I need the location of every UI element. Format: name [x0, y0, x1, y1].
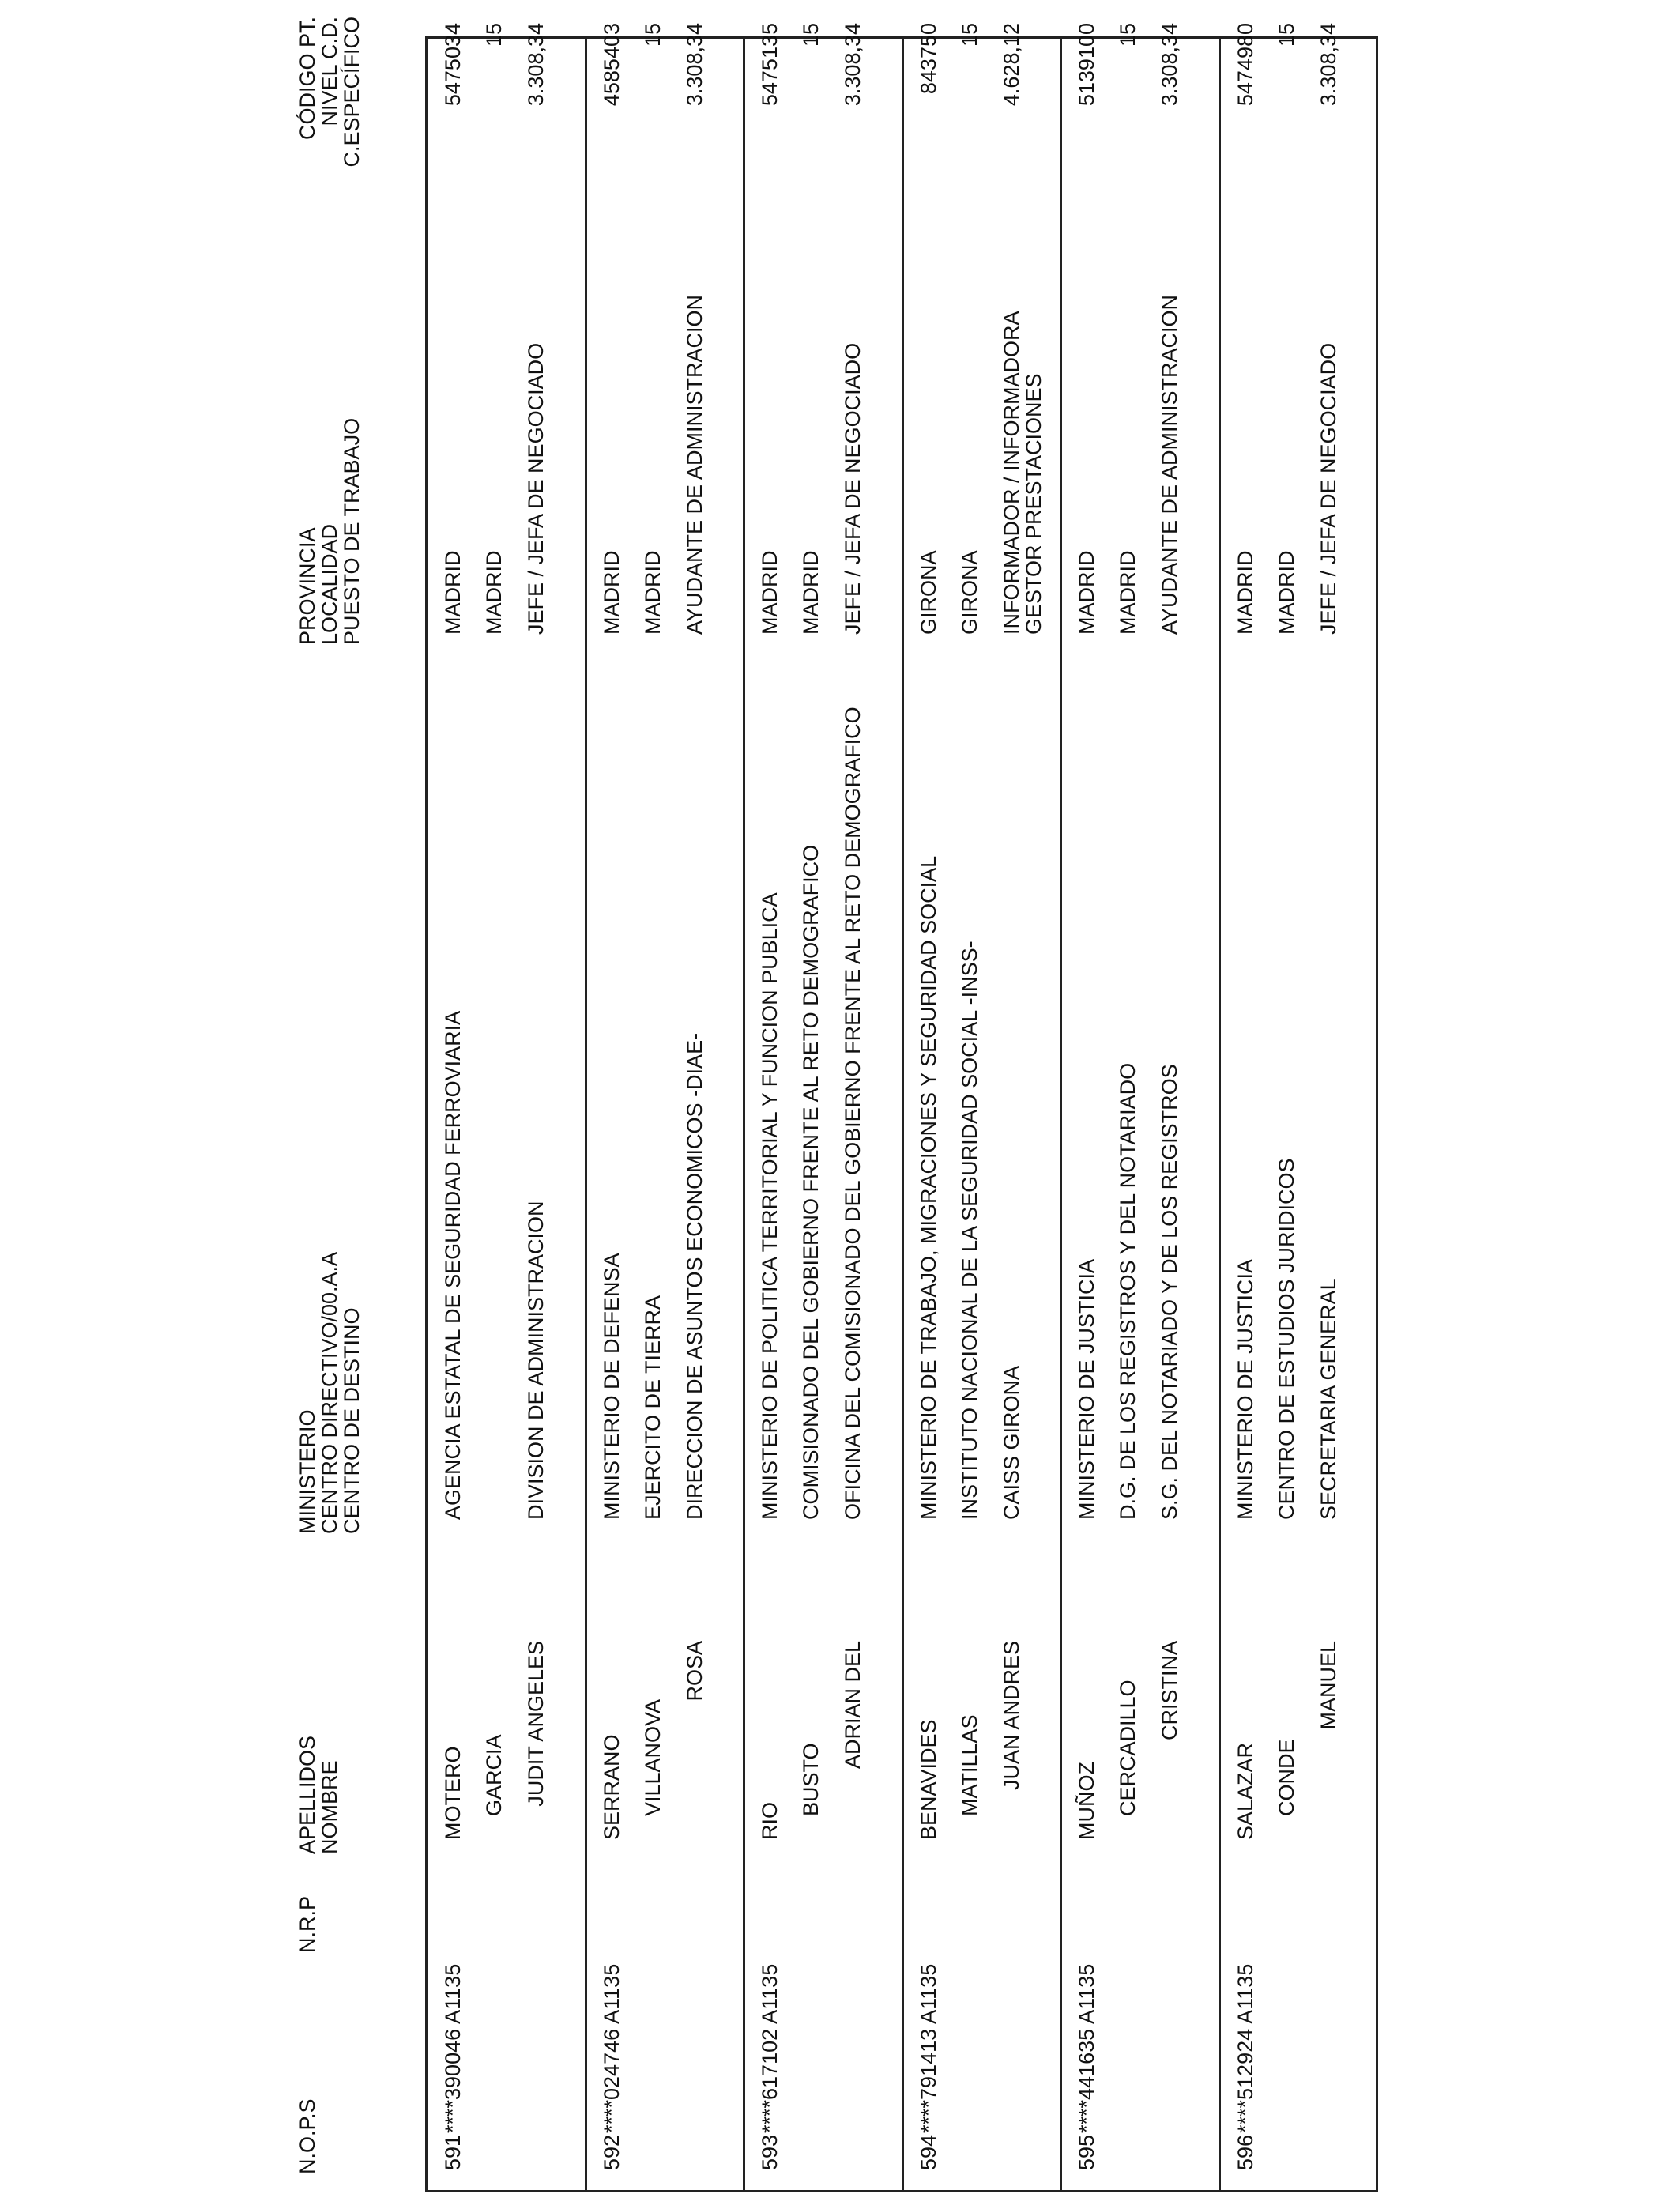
row-divider: [585, 39, 587, 2190]
centro-destino-cell: DIVISION DE ADMINISTRACION: [524, 1201, 548, 1520]
provincia-cell: MADRID: [600, 550, 623, 635]
provincia-cell: GIRONA: [917, 550, 940, 635]
c-especifico-cell: 3.308,34: [1158, 23, 1181, 107]
provincia-cell: MADRID: [758, 550, 782, 635]
nops-cell: 591: [441, 2134, 465, 2170]
apellido2-cell: GARCIA: [482, 1734, 506, 1816]
header-codigo: CÓDIGO PT. NIVEL C.D. C.ESPECÍFICO: [296, 17, 363, 168]
localidad-cell: MADRID: [1116, 550, 1139, 635]
c-especifico-cell: 3.308,34: [524, 23, 548, 107]
centro-directivo-cell: D.G. DE LOS REGISTROS Y DEL NOTARIADO: [1116, 1062, 1139, 1520]
nivel-cd-cell: 15: [482, 23, 506, 47]
nombre-cell: JUAN ANDRES: [1000, 1641, 1023, 1791]
apellido2-cell: VILLANOVA: [641, 1698, 665, 1816]
localidad-cell: MADRID: [799, 550, 823, 635]
header-provincia: PROVINCIA LOCALIDAD PUESTO DE TRABAJO: [296, 417, 363, 645]
apellido1-cell: RIO: [758, 1801, 782, 1840]
row-divider: [1060, 39, 1062, 2190]
apellido2-cell: CONDE: [1275, 1739, 1298, 1816]
apellido2-cell: MATILLAS: [958, 1714, 981, 1816]
header-apellidos-nombre: APELLIDOS NOMBRE: [296, 1735, 341, 1854]
apellido1-cell: MUÑOZ: [1075, 1762, 1098, 1840]
localidad-cell: MADRID: [482, 550, 506, 635]
nombre-cell: MANUEL: [1317, 1641, 1340, 1730]
nrp-cell: ****791413 A1135: [917, 1963, 940, 2133]
table-row: [1061, 23, 1220, 2190]
nrp-cell: ****024746 A1135: [600, 1963, 623, 2133]
nrp-cell: ****617102 A1135: [758, 1963, 782, 2133]
table-row: [586, 23, 745, 2190]
nrp-cell: ****512924 A1135: [1234, 1963, 1257, 2133]
apellido2-cell: CERCADILLO: [1116, 1679, 1139, 1816]
nops-cell: 596: [1234, 2134, 1257, 2170]
ministerio-cell: MINISTERIO DE JUSTICIA: [1234, 1258, 1257, 1520]
centro-directivo-cell: COMISIONADO DEL GOBIERNO FRENTE AL RETO DEMOGRAFICO: [799, 844, 823, 1520]
apellido1-cell: MOTERO: [441, 1746, 465, 1840]
nops-cell: 593: [758, 2134, 782, 2170]
ministerio-cell: MINISTERIO DE JUSTICIA: [1075, 1258, 1098, 1520]
puesto-cell: AYUDANTE DE ADMINISTRACION: [683, 294, 706, 635]
nops-cell: 592: [600, 2134, 623, 2170]
nivel-cd-cell: 15: [1275, 23, 1298, 47]
nivel-cd-cell: 15: [958, 23, 981, 47]
apellido1-cell: BENAVIDES: [917, 1719, 940, 1840]
codigo-pt-cell: 5139100: [1075, 23, 1098, 107]
c-especifico-cell: 4.628,12: [1000, 23, 1023, 107]
apellido1-cell: SERRANO: [600, 1734, 623, 1840]
centro-directivo-cell: CENTRO DE ESTUDIOS JURIDICOS: [1275, 1158, 1298, 1520]
puesto-cell: JEFE / JEFA DE NEGOCIADO: [524, 342, 548, 635]
puesto-cell: INFORMADOR / INFORMADORA GESTOR PRESTACIONES: [1000, 311, 1045, 635]
codigo-pt-cell: 5474980: [1234, 23, 1257, 107]
centro-directivo-cell: EJERCITO DE TIERRA: [641, 1295, 665, 1520]
header-ministerio: MINISTERIO CENTRO DIRECTIVO/00.A.A CENTRO DE DESTINO: [296, 1251, 363, 1534]
nombre-cell: CRISTINA: [1158, 1641, 1181, 1741]
nrp-cell: ****441635 A1135: [1075, 1963, 1098, 2133]
nombre-cell: JUDIT ANGELES: [524, 1641, 548, 1807]
table-row: [903, 23, 1062, 2190]
puesto-cell: AYUDANTE DE ADMINISTRACION: [1158, 294, 1181, 635]
row-divider: [902, 39, 904, 2190]
provincia-cell: MADRID: [441, 550, 465, 635]
ministerio-cell: MINISTERIO DE TRABAJO, MIGRACIONES Y SEGURIDAD SOCIAL: [917, 855, 940, 1520]
table-row: [428, 23, 586, 2190]
c-especifico-cell: 3.308,34: [1317, 23, 1340, 107]
apellido1-cell: SALAZAR: [1234, 1742, 1257, 1840]
codigo-pt-cell: 5475135: [758, 23, 782, 107]
localidad-cell: GIRONA: [958, 550, 981, 635]
codigo-pt-cell: 4585403: [600, 23, 623, 107]
centro-destino-cell: SECRETARIA GENERAL: [1317, 1278, 1340, 1520]
apellido2-cell: BUSTO: [799, 1743, 823, 1816]
provincia-cell: MADRID: [1075, 550, 1098, 635]
nivel-cd-cell: 15: [799, 23, 823, 47]
ministerio-cell: AGENCIA ESTATAL DE SEGURIDAD FERROVIARIA: [441, 1010, 465, 1520]
nombre-cell: ROSA: [683, 1641, 706, 1702]
nops-cell: 595: [1075, 2134, 1098, 2170]
codigo-pt-cell: 5475034: [441, 23, 465, 107]
nrp-cell: ****390046 A1135: [441, 1963, 465, 2133]
ministerio-cell: MINISTERIO DE POLITICA TERRITORIAL Y FUNCION PUBLICA: [758, 892, 782, 1520]
provincia-cell: MADRID: [1234, 550, 1257, 635]
localidad-cell: MADRID: [1275, 550, 1298, 635]
centro-directivo-cell: INSTITUTO NACIONAL DE LA SEGURIDAD SOCIAL -INSS-: [958, 941, 981, 1520]
localidad-cell: MADRID: [641, 550, 665, 635]
centro-destino-cell: DIRECCION DE ASUNTOS ECONOMICOS -DIAE-: [683, 1032, 706, 1520]
centro-destino-cell: OFICINA DEL COMISIONADO DEL GOBIERNO FRENTE AL RETO DEMOGRAFICO: [841, 707, 864, 1520]
nivel-cd-cell: 15: [641, 23, 665, 47]
ministerio-cell: MINISTERIO DE DEFENSA: [600, 1253, 623, 1520]
header-nops: N.O.P.S: [296, 2098, 319, 2174]
c-especifico-cell: 3.308,34: [683, 23, 706, 107]
puesto-cell: JEFE / JEFA DE NEGOCIADO: [841, 342, 864, 635]
c-especifico-cell: 3.308,34: [841, 23, 864, 107]
nops-cell: 594: [917, 2134, 940, 2170]
records-table: [425, 23, 1378, 2192]
row-divider: [743, 39, 745, 2190]
table-row: [744, 23, 903, 2190]
nombre-cell: ADRIAN DEL: [841, 1641, 864, 1770]
centro-destino-cell: S.G. DEL NOTARIADO Y DE LOS REGISTROS: [1158, 1064, 1181, 1520]
row-divider: [1219, 39, 1221, 2190]
nivel-cd-cell: 15: [1116, 23, 1139, 47]
centro-destino-cell: CAISS GIRONA: [1000, 1365, 1023, 1520]
table-row: [1220, 23, 1379, 2190]
puesto-cell: JEFE / JEFA DE NEGOCIADO: [1317, 342, 1340, 635]
codigo-pt-cell: 843750: [917, 23, 940, 95]
header-nrp: N.R.P: [296, 1895, 319, 1953]
